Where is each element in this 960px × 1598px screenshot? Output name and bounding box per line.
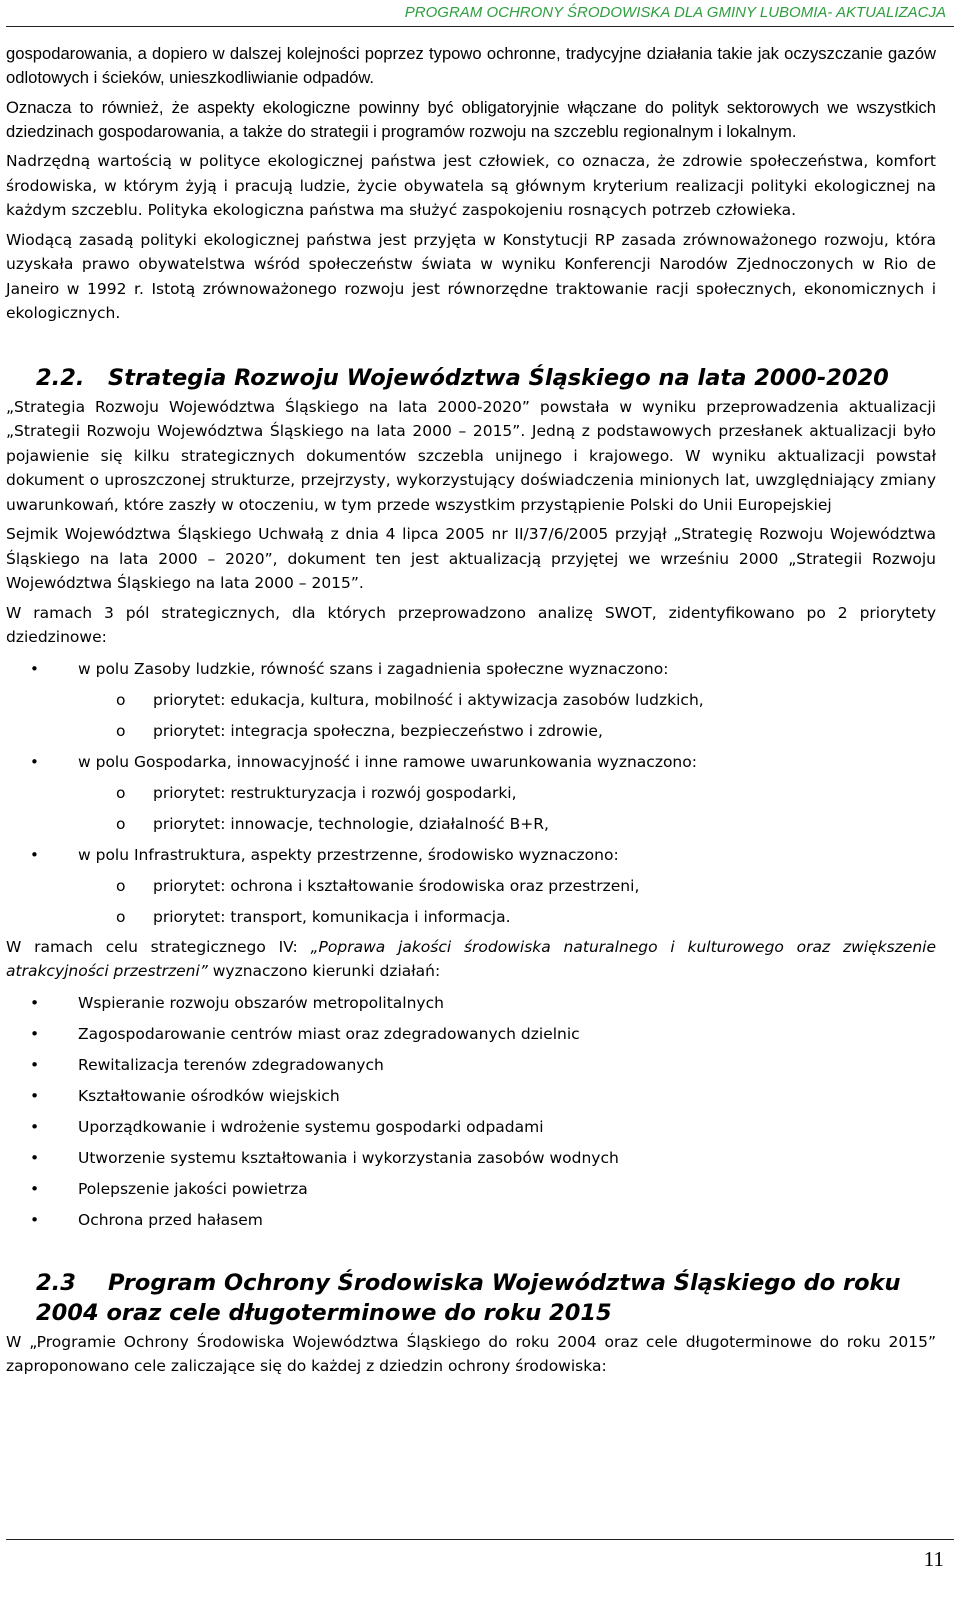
footer-divider xyxy=(6,1539,954,1540)
list-item: o priorytet: integracja społeczna, bezpieczeństwo i zdrowie, xyxy=(6,716,936,747)
list-item: • Rewitalizacja terenów zdegradowanych xyxy=(6,1050,936,1081)
list-item: • Kształtowanie ośrodków wiejskich xyxy=(6,1081,936,1112)
field-label: w polu Infrastruktura, aspekty przestrzenne, środowisko wyznaczono: xyxy=(78,845,619,864)
list-item: • Ochrona przed hałasem xyxy=(6,1205,936,1236)
goal-title: „Poprawa jakości środowiska naturalnego i kulturowego oraz zwiększenie atrakcyjności przestrzeni” xyxy=(6,937,936,981)
paragraph-program: W „Programie Ochrony Środowiska Województwa Śląskiego do roku 2004 oraz cele długoterminowe do roku 2015” zaproponowano cele zaliczające się do każdej z dziedzin ochrony środowiska: xyxy=(6,1332,936,1376)
paragraph-strategy-2: Sejmik Województwa Śląskiego Uchwałą z dnia 4 lipca 2005 nr II/37/6/2005 przyjął „Strategię Rozwoju Województwa Śląskiego na lata 2000 – 2020”, dokument ten jest aktualizacją przyjętej we wrześniu 2000 „Strategii Rozwoju Województwa Śląskiego na lata 2000 – 2015”. xyxy=(6,525,936,593)
paragraph-strategy-3: W ramach 3 pól strategicznych, dla których przeprowadzono analizę SWOT, zidentyfikowano po 2 priorytety dziedzinowe: xyxy=(6,603,936,647)
section-heading-2-3 xyxy=(6,1268,936,1328)
list-item: o priorytet: transport, komunikacja i informacja. xyxy=(6,902,936,933)
page-number: 11 xyxy=(923,1547,944,1571)
paragraph-intro-2: Oznacza to również, że aspekty ekologiczne powinny być obligatoryjnie włączane do polityk sektorowych we wszystkich dziedzinach gospodarowania, a także do strategii i programów rozwoju na szczeblu regionalnym i lokalnym. xyxy=(6,97,936,141)
section-title: Strategia Rozwoju Województwa Śląskiego na lata 2000-2020 xyxy=(108,364,889,391)
section-title-line-2: 2004 oraz cele długoterminowe do roku 2015 xyxy=(36,1299,612,1326)
list-item: • Utworzenie systemu kształtowania i wykorzystania zasobów wodnych xyxy=(6,1143,936,1174)
paragraph-intro-3: Nadrzędną wartością w polityce ekologicznej państwa jest człowiek, co oznacza, że zdrowie społeczeństwa, komfort środowiska, w którym żyją i pracują ludzie, życie obywatela są głównym kryterium realizacji polityki ekologicznej na każdym szczeblu. Polityka ekologiczna państwa ma służyć zaspokojeniu rosnących potrzeb człowieka. xyxy=(6,152,936,220)
list-item xyxy=(6,747,936,840)
list-item: o priorytet: ochrona i kształtowanie środowiska oraz przestrzeni, xyxy=(6,871,936,902)
list-item: • Zagospodarowanie centrów miast oraz zdegradowanych dzielnic xyxy=(6,1019,936,1050)
action-directions-list xyxy=(6,988,936,1236)
list-item xyxy=(6,840,936,933)
section-number: 2.3 xyxy=(36,1269,76,1296)
field-label: w polu Zasoby ludzkie, równość szans i zagadnienia społeczne wyznaczono: xyxy=(78,659,669,678)
priority-list xyxy=(78,685,936,747)
section-heading-2-2 xyxy=(6,363,936,393)
paragraph-strategy-1: „Strategia Rozwoju Województwa Śląskiego na lata 2000-2020” powstała w wyniku przeprowadzenia aktualizacji „Strategii Rozwoju Województwa Śląskiego na lata 2000 – 2015”. Jedną z podstawowych przesłanek aktualizacji było pojawienie się kilku strategicznych dokumentów szczebla unijnego i krajowego. W wyniku aktualizacji powstał dokument o uproszczonej strukturze, przejrzysty, wykorzystujący doświadczenia minionych lat, uwzględniający zmiany uwarunkowań, które zaszły w otoczeniu, w tym przede wszystkim przystąpienie Polski do Unii Europejskiej xyxy=(6,397,936,514)
list-item: o priorytet: edukacja, kultura, mobilność i aktywizacja zasobów ludzkich, xyxy=(6,685,936,716)
list-item: o priorytet: innowacje, technologie, działalność B+R, xyxy=(6,809,936,840)
goal-prefix: W ramach celu strategicznego IV: xyxy=(6,937,311,956)
paragraph-intro-4: Wiodącą zasadą polityki ekologicznej państwa jest przyjęta w Konstytucji RP zasada zrównoważonego rozwoju, która uzyskała prawo obywatelstwa wśród społeczeństw świata w wyniku Konferencji Narodów Zjednoczonych w Rio de Janeiro w 1992 r. Istotą zrównoważonego rozwoju jest równorzędne traktowanie racji społecznych, ekonomicznych i ekologicznych. xyxy=(6,230,936,323)
list-item: • Wspieranie rozwoju obszarów metropolitalnych xyxy=(6,988,936,1019)
paragraph-strategic-goal xyxy=(6,935,936,984)
list-item xyxy=(6,654,936,747)
field-label: w polu Gospodarka, innowacyjność i inne ramowe uwarunkowania wyznaczono: xyxy=(78,752,697,771)
goal-suffix: wyznaczono kierunki działań: xyxy=(207,962,441,981)
list-item: • Polepszenie jakości powietrza xyxy=(6,1174,936,1205)
paragraph-intro-1: gospodarowania, a dopiero w dalszej kolejności poprzez typowo ochronne, tradycyjne działania takie jak oczyszczanie gazów odlotowych i ścieków, unieszkodliwianie odpadów. xyxy=(6,44,936,88)
header-divider xyxy=(6,26,954,27)
section-number: 2.2. xyxy=(36,364,85,391)
list-item: o priorytet: restrukturyzacja i rozwój gospodarki, xyxy=(6,778,936,809)
strategic-fields-list xyxy=(6,654,936,933)
document-body xyxy=(6,42,936,1384)
priority-list xyxy=(78,778,936,840)
section-title-line-1: Program Ochrony Środowiska Województwa Śląskiego do roku xyxy=(108,1269,901,1296)
list-item: • Uporządkowanie i wdrożenie systemu gospodarki odpadami xyxy=(6,1112,936,1143)
running-header: PROGRAM OCHRONY ŚRODOWISKA DLA GMINY LUBOMIA- AKTUALIZACJA xyxy=(404,4,946,21)
priority-list xyxy=(78,871,936,933)
